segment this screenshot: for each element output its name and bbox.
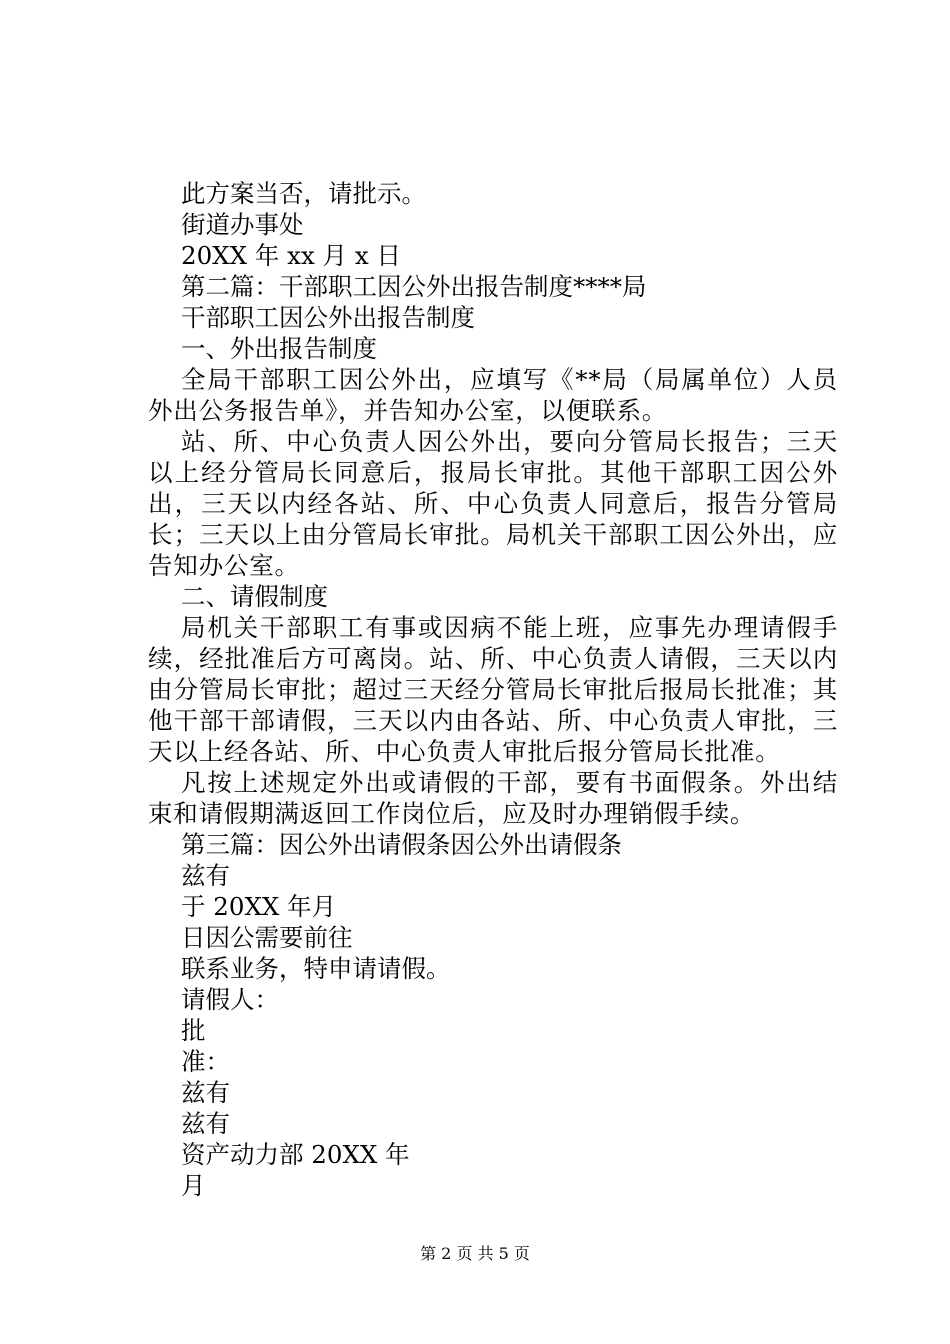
text-line: 资产动力部 20XX 年 [181, 1140, 410, 1169]
text-line: 兹有 [181, 861, 230, 890]
text-line: 第三篇：因公外出请假条因公外出请假条 [181, 830, 622, 859]
text-line: 一、外出报告制度 [181, 334, 377, 363]
body-paragraph: 全局干部职工因公外出，应填写《**局（局属单位）人员外出公务报告单》，并告知办公室，以便联系。 [148, 365, 838, 425]
body-paragraph: 凡按上述规定外出或请假的干部，要有书面假条。外出结束和请假期满返回工作岗位后，应及时办理销假手续。 [148, 768, 838, 828]
text-line: 联系业务，特申请请假。 [181, 954, 451, 983]
text-line: 准： [181, 1047, 230, 1076]
text-line: 干部职工因公外出报告制度 [181, 303, 475, 332]
body-paragraph: 站、所、中心负责人因公外出，要向分管局长报告；三天以上经分管局长同意后，报局长审批。其他干部职工因公外出，三天以内经各站、所、中心负责人同意后，报告分管局长；三天以上由分管局长审批。局机关干部职工因公外出，应告知办公室。 [148, 427, 838, 580]
text-line: 批 [181, 1016, 206, 1045]
document-body [148, 178, 838, 1201]
text-line: 兹有 [181, 1078, 230, 1107]
text-line: 20XX 年 xx 月 x 日 [181, 241, 401, 270]
text-line: 请假人： [181, 985, 279, 1014]
text-line: 第二篇：干部职工因公外出报告制度****局 [181, 272, 647, 301]
text-line: 月 [181, 1171, 206, 1200]
text-line: 二、请假制度 [181, 582, 328, 611]
text-line: 兹有 [181, 1109, 230, 1138]
text-line: 街道办事处 [181, 210, 304, 239]
page-footer: 第 2 页 共 5 页 [420, 1244, 530, 1263]
text-line: 于 20XX 年月 [181, 892, 337, 921]
text-line: 日因公需要前往 [181, 923, 353, 952]
text-line: 此方案当否，请批示。 [181, 179, 426, 208]
body-paragraph: 局机关干部职工有事或因病不能上班，应事先办理请假手续，经批准后方可离岗。站、所、中心负责人请假，三天以内由分管局长审批；超过三天经分管局长审批后报局长批准；其他干部干部请假，三天以内由各站、所、中心负责人审批，三天以上经各站、所、中心负责人审批后报分管局长批准。 [148, 613, 838, 766]
